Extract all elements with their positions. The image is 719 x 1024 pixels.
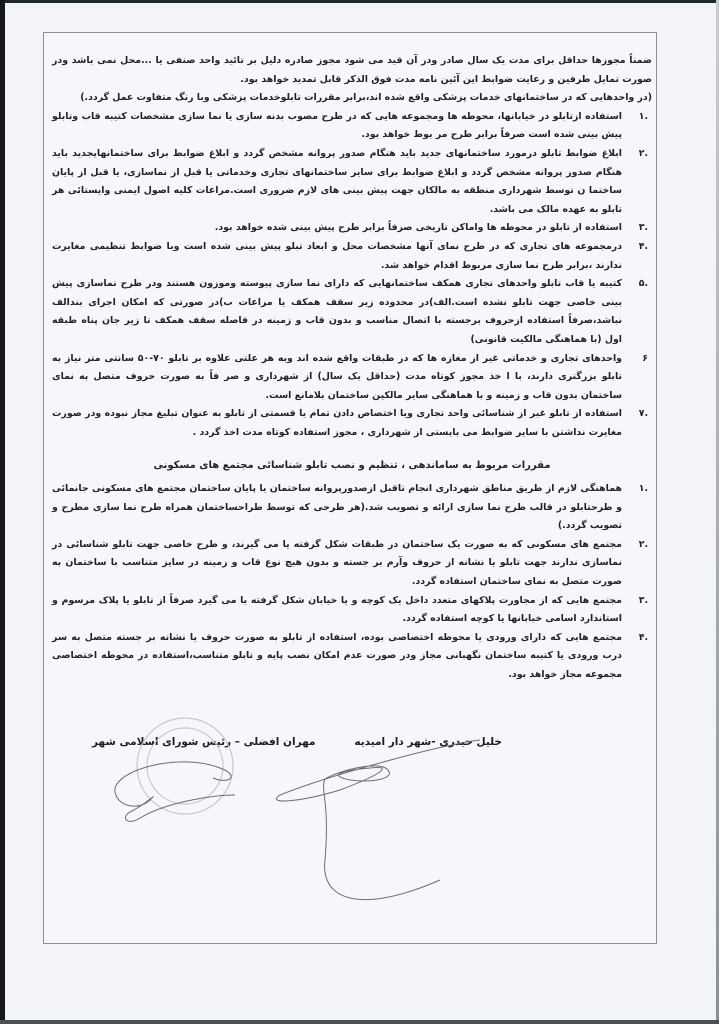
list-item	[52, 405, 652, 442]
scan-edge-bottom	[0, 1020, 719, 1024]
medical-note: (در واحدهایی که در ساختمانهای خدمات پزشکی واقع شده اند،برابر مقررات تابلوخدمات پزشکی وبا رنگ متفاوت عمل گردد.)	[80, 92, 652, 104]
list-item	[52, 275, 652, 349]
list-item	[52, 350, 652, 406]
item-text: استفاده ازتابلو در خیابانها، محوطه ها ومجموعه هایی که در طرح مصوب بدنه سازی یا نما سازی مشخصات کتیبه قاب وتابلو پیش بینی شده است صرفاً برابر طرح مر بوط خواهد بود.	[52, 110, 622, 141]
item-text: استفاده از تابلو غیر از شناسائی واحد تجاری ویا اختصاص دادن تمام یا قسمتی از تابلو به عنوان تبلیغ مجاز نبوده ودر صورت مغایرت نداشتن با سایر ضوابط می بایستی از شهرداری ، مجوز استفاده کوتاه مدت اخذ گردد .	[52, 408, 622, 438]
scan-edge-top	[0, 0, 719, 3]
item-number: .۷	[638, 408, 648, 420]
list-item	[52, 108, 652, 145]
list-item	[52, 592, 652, 629]
item-number: .۲	[638, 147, 648, 159]
list-item	[52, 145, 652, 219]
item-text: هماهنگی لازم از طریق مناطق شهرداری انجام تاقبل ازصدورپروانه ساختمان یا پایان ساختمان مجتمع های مسکونی جانمائی و طرحتابلو در قالب طرح نما سازی ارائه و تصویب شد.(هر طرحی که توسط طراحساختمان همراه طرح نما سازی مطرح و تصویب گردد.)	[52, 483, 622, 532]
item-number: .۱	[638, 483, 648, 495]
item-number: .۴	[638, 631, 648, 643]
item-text: واحدهای تجاری و خدماتی غیر از مغازه ها که در طبقات واقع شده اند وبه هر علتی علاوه بر تابلو ۷۰-۵۰ سانتی متر نیاز به تابلو بزرگتری دارند، با ا خذ مجوز کوتاه مدت (حداقل یک سال) از شهرداری و صر فاً به صورت حروف متصل به نمای ساختمان بدون قاب و زمینه و با هماهنگی سایر مالکین ساختمان بلامانع است.	[52, 352, 623, 401]
signature-block	[52, 736, 652, 766]
item-number: .۳	[638, 594, 648, 606]
list-item	[52, 480, 652, 536]
list-item	[52, 219, 652, 238]
item-number: ۶	[642, 352, 648, 364]
list-item	[52, 238, 652, 275]
list-item	[52, 629, 652, 685]
item-text: مجتمع های مسکونی که به صورت یک ساختمان در طبقات شکل گرفته یا می گیرند، و طرح خاصی جهت تابلو شناسائی در نماسازی ندارند جهت تابلو یا نشانه از حروف وآرم بر جسته و بدون هیچ نوع قاب و زمینه در سایز متناسب با ساختمان به صورت متصل به نمای ساختمان استفاده گردد.	[52, 538, 622, 588]
item-text: درمجموعه های تجاری که در طرح نمای آنها مشخصات محل و ابعاد تبلو پیش بینی شده است وبا ضوابط تنظیمی مغایرت ندارند ،برابر طرح نما سازی مربوط اقدام خواهد شد.	[52, 240, 622, 271]
item-text: استفاده از تابلو در محوطه ها واماکن تاریخی صرفاً برابر طرح پیش بینی شده خواهد بود.	[214, 222, 622, 234]
section1-list	[52, 108, 652, 443]
section2-list	[52, 480, 652, 685]
scan-edge-left	[0, 0, 5, 1024]
council-head-signature-label: مهران افضلی – رئیس شورای اسلامی شهر	[92, 736, 316, 748]
item-text: مجتمع هایی که از مجاورت پلاکهای متعدد داخل یک کوچه و یا خیابان شکل گرفته یا می گیرد صرفاً از تابلو یا پلاک مرسوم و استاندارد اسامی خیابانها یا کوچه استفاده گردد.	[52, 594, 622, 625]
item-number: .۵	[638, 278, 648, 290]
item-text: کتیبه یا قاب تابلو واحدهای تجاری همکف ساختمانهایی که دارای نما سازی پیوسته وموزون هستند ودر طرح نماسازی پیش بینی خاصی جهت تابلو نشده است.الف)در محدوده زیر سقف همکف یا مراعات ب)در صورتی که امکان اجرای بندالف نباشد،صرفاً استفاده ازحروف برجسته با اتصال مناسب و بدون قاب و زمینه در فاصله سقف همکف تا زیر جان پناه طبقه اول (با هماهنگی مالکیت قانونی)	[52, 278, 622, 345]
document-body	[52, 52, 652, 685]
item-number: .۴	[638, 240, 648, 252]
intro-paragraph: ضمناً مجوزها حداقل برای مدت یک سال صادر ودر آن قید می شود مجوز صادره دلیل بر تائید واحد صنفی یا ...محل نمی باشد ودر صورت تمایل طرفین و رعایت ضوابط این آئین نامه مدت فوق الذکر قابل تمدید خواهد بود.	[52, 55, 652, 85]
item-text: ابلاغ ضوابط تابلو درمورد ساختمانهای جدید باید هنگام صدور پروانه مشخص گردد و ابلاغ ضوابط برای ساختمانهایجدید باید هنگام صدور پروانه مشخص گردد و ابلاغ ضوابط برای سایر ساختمانهای تجاری وخدماتی یا قبل از نماسازی، یا قبل از پایان ساختما ن توسط شهرداری منطقه به مالکان جهت پیش بینی های لازم ضروری است.مراعات کلیه اصول ایمنی وایستائی هر تابلو به عهده مالک می باشد.	[52, 147, 622, 215]
list-item	[52, 536, 652, 592]
item-text: مجتمع هایی که دارای ورودی یا محوطه اختصاصی بوده، استفاده از تابلو به صورت حروف یا نشانه بر جسته متصل به سر درب ورودی یا کتیبه ساختمان نگهبانی مجاز ودر صورت عدم امکان نصب پایه و تابلو متناسب،استفاده در محوطه اختصاصی مجموعه مجاز خواهد بود.	[52, 631, 622, 680]
item-number: .۲	[638, 538, 648, 550]
section2-heading: مقررات مربوط به ساماندهی ، تنظیم و نصب تابلو شناسائی مجتمع های مسکونی	[153, 460, 551, 472]
mayor-signature-label: خلیل حیدری -شهر دار امیدیه	[354, 736, 502, 748]
item-number: .۱	[638, 110, 648, 122]
item-number: .۳	[638, 222, 648, 234]
